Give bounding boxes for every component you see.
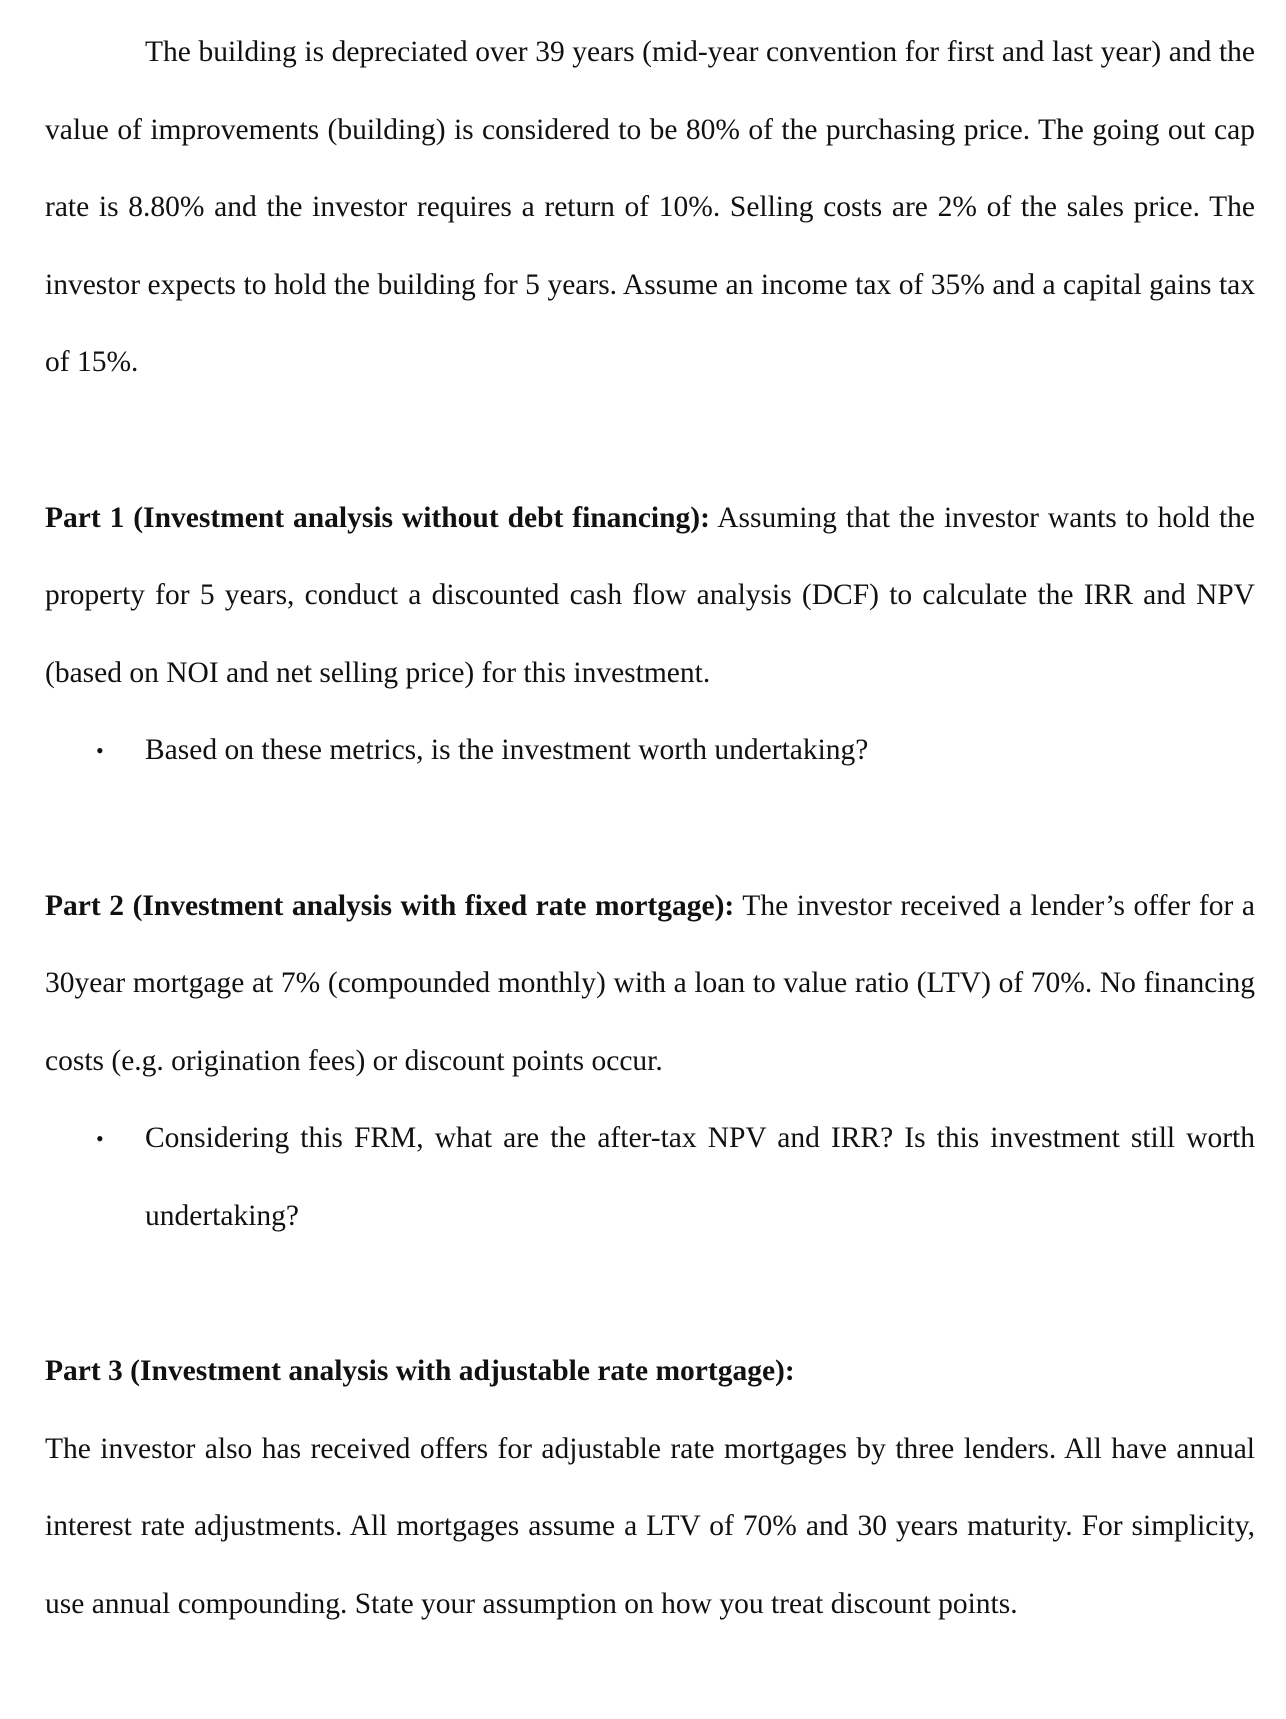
spacer xyxy=(45,402,1255,480)
part1-paragraph xyxy=(45,480,1255,713)
part1-bullet-list xyxy=(45,712,1255,790)
part1-bullet-item xyxy=(45,712,1255,790)
part1-heading: Part 1 (Investment analysis without debt financing): xyxy=(45,501,710,534)
part2-heading: Part 2 (Investment analysis with fixed rate mortgage): xyxy=(45,889,735,922)
part2-body: The investor received a lender’s offer for a 30year mortgage at 7% (compounded monthly) with a loan to value ratio (LTV) of 70%. No financing costs (e.g. origination fees) or discount points occur. xyxy=(45,889,1255,1077)
part1-bullet-text: Based on these metrics, is the investment worth undertaking? xyxy=(145,734,869,766)
part2-bullet-text: Considering this FRM, what are the after-tax NPV and IRR? Is this investment still worth undertaking? xyxy=(145,1122,1255,1232)
spacer xyxy=(45,1255,1255,1333)
part2-paragraph xyxy=(45,868,1255,1101)
part3-heading-line xyxy=(45,1333,1255,1411)
part2-bullet-list xyxy=(45,1100,1255,1255)
part3-paragraph: The investor also has received offers for adjustable rate mortgages by three lenders. All have annual interest rate adjustments. All mortgages assume a LTV of 70% and 30 years maturity. For simplicity, use annual compounding. State your assumption on how you treat discount points. xyxy=(45,1432,1255,1620)
part3-heading: Part 3 (Investment analysis with adjustable rate mortgage): xyxy=(45,1355,795,1387)
part2-bullet-item xyxy=(45,1100,1255,1255)
bullet-icon: • xyxy=(96,738,104,763)
spacer xyxy=(45,790,1255,868)
bullet-icon: • xyxy=(96,1126,104,1151)
part1-body: Assuming that the investor wants to hold the property for 5 years, conduct a discounted cash flow analysis (DCF) to calculate the IRR and NPV (based on NOI and net selling price) for this investment. xyxy=(45,501,1255,689)
intro-paragraph: The building is depreciated over 39 years (mid-year convention for first and last year) and the value of improvements (building) is considered to be 80% of the purchasing price. The going out cap rate is 8.80% and the investor requires a return of 10%. Selling costs are 2% of the sales price. The investor expects to hold the building for 5 years. Assume an income tax of 35% and a capital gains tax of 15%. xyxy=(45,36,1255,378)
document-page xyxy=(45,14,1255,1643)
